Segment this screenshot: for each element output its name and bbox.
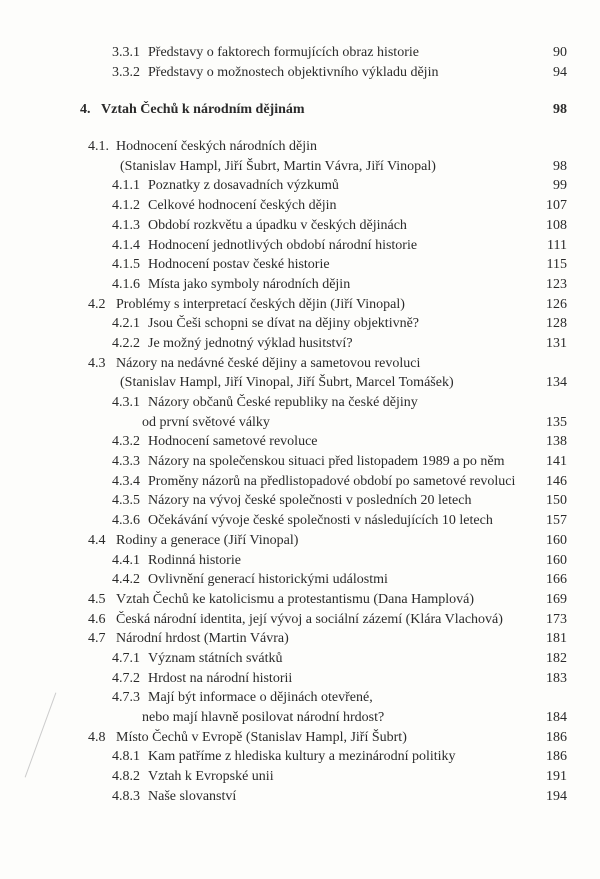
toc-entry-title: Místo Čechů v Evropě (Stanislav Hampl, Jiří Šubrt) [116, 729, 407, 745]
toc-entry [0, 373, 600, 393]
toc-entry-number: 4.2.2 [112, 335, 140, 351]
toc-entry-number: 4.3.6 [112, 513, 140, 529]
toc-entry [0, 649, 600, 669]
toc-page-number: 169 [546, 591, 567, 607]
toc-entry-number: 4.7.2 [112, 670, 140, 686]
toc-entry [0, 669, 600, 689]
toc-entry [0, 43, 600, 63]
toc-entry-number: 4.4.2 [112, 572, 140, 588]
toc-entry [0, 216, 600, 236]
toc-entry-number: 4.8 [88, 729, 106, 745]
toc-entry-number: 4.3.1 [112, 395, 140, 410]
toc-entry-title: Hodnocení českých národních dějin [116, 139, 317, 155]
toc-entry [0, 432, 600, 452]
toc-entry-number: 4.4 [88, 532, 106, 548]
toc-entry [0, 157, 600, 177]
toc-entry-number: 4.1.5 [112, 257, 140, 273]
toc-entry-title: (Stanislav Hampl, Jiří Šubrt, Martin Vávra, Jiří Vinopal) [120, 158, 436, 174]
toc-page-number: 191 [546, 769, 567, 785]
toc-entry-number: 4.5 [88, 591, 106, 607]
toc-entry-title: nebo mají hlavně posilovat národní hrdost? [142, 710, 385, 725]
toc-page-number: 98 [553, 158, 567, 174]
toc-page-number: 94 [553, 64, 567, 80]
toc-entry [0, 452, 600, 472]
toc-entry [0, 334, 600, 354]
toc-entry-number: 4. [80, 102, 91, 118]
toc-entry-title: Národní hrdost (Martin Vávra) [116, 631, 289, 647]
toc-entry [0, 472, 600, 492]
toc-entry-title: Očekávání vývoje české společnosti v následujících 10 letech [148, 513, 493, 529]
toc-page-number: 134 [546, 375, 567, 391]
toc-page-number: 126 [546, 296, 567, 312]
toc-entry-number: 4.2 [88, 296, 106, 312]
toc-entry-title: Rodiny a generace (Jiří Vinopal) [116, 532, 299, 548]
toc-entry-number: 4.2.1 [112, 316, 140, 332]
toc-page-number: 150 [546, 493, 567, 509]
toc-page-number: 111 [547, 237, 567, 253]
toc-entry [0, 767, 600, 787]
toc-entry-title: Vztah Čechů ke katolicismu a protestantismu (Dana Hamplová) [116, 591, 475, 607]
toc-entry-title: Problémy s interpretací českých dějin (Jiří Vinopal) [116, 296, 405, 312]
toc-page-number: 141 [546, 454, 567, 470]
toc-entry-title: Naše slovanství [148, 788, 237, 804]
toc-page-number: 108 [546, 217, 567, 233]
toc-entry-number: 4.3.4 [112, 473, 140, 489]
toc-entry [0, 176, 600, 196]
toc-entry [0, 747, 600, 767]
toc-page-number: 99 [553, 178, 567, 194]
toc-entry-title: Česká národní identita, její vývoj a sociální zázemí (Klára Vlachová) [116, 611, 503, 627]
toc-entry-number: 4.8.2 [112, 769, 140, 785]
toc-entry [0, 570, 600, 590]
toc-entry-title: Jsou Češi schopni se dívat na dějiny objektivně? [148, 316, 420, 332]
toc-entry-title: Místa jako symboly národních dějin [148, 276, 351, 292]
toc-entry-number: 4.1.4 [112, 237, 140, 253]
toc-entry [0, 491, 600, 511]
toc-entry-title: Hodnocení sametové revoluce [148, 434, 318, 450]
toc-entry-title: Celkové hodnocení českých dějin [148, 198, 337, 214]
toc-chapter-heading [0, 100, 600, 120]
toc-entry-title: Mají být informace o dějinách otevřené, [148, 690, 373, 706]
toc-page-number: 184 [546, 710, 567, 725]
toc-entry [0, 413, 600, 433]
toc-page-number: 128 [546, 316, 567, 332]
toc-entry-title: Rodinná historie [148, 552, 241, 568]
toc-entry [0, 236, 600, 256]
toc-entry [0, 688, 600, 708]
toc-entry [0, 63, 600, 83]
toc-entry-number: 4.7 [88, 631, 106, 647]
toc-entry-title: Poznatky z dosavadních výzkumů [148, 178, 339, 194]
toc-entry-title: Proměny názorů na předlistopadové období po sametové revoluci [148, 473, 516, 489]
toc-entry-number: 3.3.2 [112, 64, 140, 80]
toc-entry [0, 137, 600, 157]
toc-entry-number: 4.3.5 [112, 493, 140, 509]
toc-entry-title: Ovlivnění generací historickými událostmi [148, 572, 388, 588]
toc-page-number: 183 [546, 670, 567, 686]
toc-entry [0, 511, 600, 531]
toc-entry-number: 4.4.1 [112, 552, 140, 568]
toc-entry-number: 4.3 [88, 355, 106, 371]
toc-page-number: 115 [546, 257, 567, 273]
toc-entry-title: Vztah k Evropské unii [148, 769, 274, 785]
toc-entry [0, 393, 600, 413]
toc-entry [0, 354, 600, 374]
toc-entry [0, 629, 600, 649]
toc-entry-number: 4.8.1 [112, 749, 140, 765]
toc-entry-title: Názory na nedávné české dějiny a sametovou revoluci [116, 355, 421, 371]
toc-page-number: 90 [553, 45, 567, 60]
toc-page-number: 138 [546, 434, 567, 450]
toc-entry [0, 728, 600, 748]
toc-entry-number: 4.1.1 [112, 178, 140, 194]
toc-entry-number: 4.1.2 [112, 198, 140, 214]
toc-entry [0, 551, 600, 571]
toc-page-number: 98 [553, 102, 567, 118]
toc-entry [0, 610, 600, 630]
toc-entry-title: Hodnocení postav české historie [148, 257, 330, 273]
toc-page-number: 181 [546, 631, 567, 647]
toc-entry-title: Význam státních svátků [148, 650, 283, 666]
toc-entry-title: Názory občanů České republiky na české dějiny [148, 395, 418, 410]
toc-entry-title: Hodnocení jednotlivých období národní historie [148, 237, 418, 253]
toc-page-number: 186 [546, 729, 567, 745]
toc-entry-title: Vztah Čechů k národním dějinám [101, 102, 305, 118]
toc-entry-number: 4.1.3 [112, 217, 140, 233]
toc-page-number: 157 [546, 513, 567, 529]
toc-page-number: 146 [546, 473, 567, 489]
toc-page-number: 107 [546, 198, 567, 214]
toc-page-number: 160 [546, 532, 567, 548]
toc-entry-number: 4.3.2 [112, 434, 140, 450]
toc-entry-number: 4.3.3 [112, 454, 140, 470]
toc-entry [0, 314, 600, 334]
toc-entry [0, 255, 600, 275]
toc-entry-title: Hrdost na národní historii [148, 670, 293, 686]
toc-entry-number: 4.1.6 [112, 276, 140, 292]
toc-entry-title: Je možný jednotný výklad husitství? [148, 335, 353, 351]
toc-entry [0, 590, 600, 610]
toc-entry-number: 4.7.3 [112, 690, 140, 706]
toc-entry [0, 275, 600, 295]
toc-page-number: 186 [546, 749, 567, 765]
toc-page-number: 182 [546, 650, 567, 666]
toc-entry [0, 531, 600, 551]
toc-page-number: 131 [546, 335, 567, 351]
toc-entry-title: Názory na společenskou situaci před listopadem 1989 a po něm [148, 454, 505, 470]
toc-entry [0, 708, 600, 728]
toc-entry-number: 4.6 [88, 611, 106, 627]
toc-page-number: 166 [546, 572, 567, 588]
toc-entry-title: od první světové války [142, 414, 270, 430]
toc-entry-title: (Stanislav Hampl, Jiří Vinopal, Jiří Šubrt, Marcel Tomášek) [120, 375, 454, 391]
toc-page-number: 160 [546, 552, 567, 568]
toc-entry-title: Období rozkvětu a úpadku v českých dějinách [148, 217, 407, 233]
toc-entry-title: Představy o faktorech formujících obraz historie [148, 45, 419, 60]
toc-entry-title: Představy o možnostech objektivního výkladu dějin [148, 64, 439, 80]
toc-entry-title: Názory na vývoj české společnosti v posledních 20 letech [148, 493, 472, 509]
toc-page-number: 135 [546, 414, 567, 430]
toc-entry [0, 787, 600, 807]
toc-entry-number: 3.3.1 [112, 45, 140, 60]
toc-entry [0, 196, 600, 216]
toc-entry-number: 4.7.1 [112, 650, 140, 666]
table-of-contents [0, 43, 600, 806]
toc-entry-number: 4.1. [88, 139, 109, 155]
toc-entry [0, 295, 600, 315]
toc-entry-title: Kam patříme z hlediska kultury a mezinárodní politiky [148, 749, 456, 765]
toc-page-number: 173 [546, 611, 567, 627]
toc-page-number: 123 [546, 276, 567, 292]
toc-page-number: 194 [546, 788, 567, 804]
toc-entry-number: 4.8.3 [112, 788, 140, 804]
